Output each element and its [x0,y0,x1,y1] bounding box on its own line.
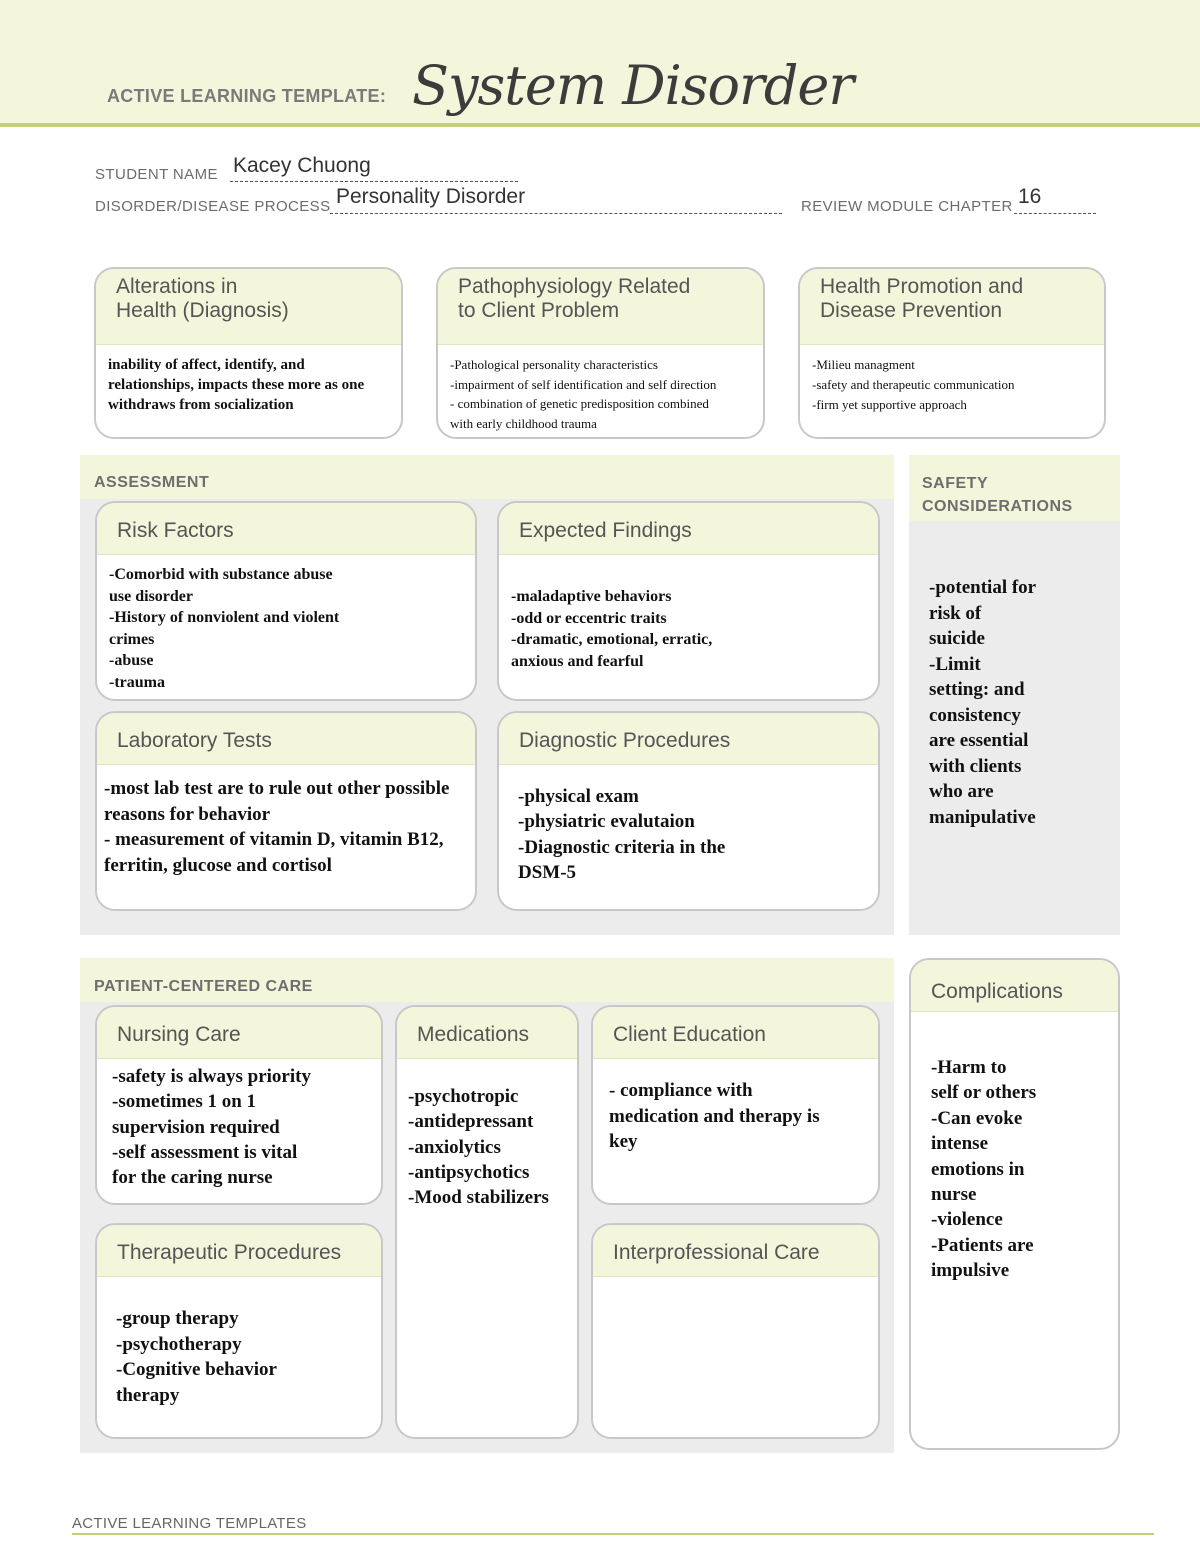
medications-box [395,1005,579,1439]
disorder-label: DISORDER/DISEASE PROCESS [95,198,331,215]
alterations-text[interactable]: inability of affect, identify, and relationships, impacts these more as one withdraws from socialization [108,357,365,413]
chapter-label: REVIEW MODULE CHAPTER [801,198,1013,215]
laboratory-tests-title: Laboratory Tests [97,713,475,765]
expected-findings-title: Expected Findings [499,503,878,555]
chapter-field[interactable]: 16 [1018,185,1042,208]
footer-text: ACTIVE LEARNING TEMPLATES [72,1515,307,1532]
footer-divider [72,1533,1154,1535]
interprofessional-care-title: Interprofessional Care [593,1225,878,1277]
complications-box [909,958,1120,1450]
pathophysiology-title: Pathophysiology Related to Client Problem [438,269,763,345]
complications-title: Complications [911,960,1118,1012]
safety-title: SAFETY CONSIDERATIONS [922,475,1073,515]
chapter-underline [1014,213,1096,214]
therapeutic-procedures-text[interactable]: -group therapy -psychotherapy -Cognitive behavior therapy [116,1308,277,1406]
laboratory-tests-box [95,711,477,911]
nursing-care-box [95,1005,383,1205]
diagnostic-procedures-box [497,711,880,911]
client-education-title: Client Education [593,1007,878,1059]
medications-text[interactable]: -psychotropic -antidepressant -anxiolytics -antipsychotics -Mood stabilizers [408,1086,549,1209]
assessment-title: ASSESSMENT [94,474,210,491]
health-promotion-title: Health Promotion and Disease Prevention [800,269,1104,345]
header-divider [0,123,1200,127]
student-name-label: STUDENT NAME [95,166,218,183]
nursing-care-title: Nursing Care [97,1007,381,1059]
risk-factors-text[interactable]: -Comorbid with substance abuse use disorder -History of nonviolent and violent crimes -abuse -trauma [109,566,340,691]
alterations-title: Alterations in Health (Diagnosis) [96,269,401,345]
risk-factors-box [95,501,477,701]
health-promotion-text[interactable]: -Milieu managment -safety and therapeutic communication -firm yet supportive approach [812,357,1015,412]
student-name-underline [230,181,518,182]
interprofessional-care-box [591,1223,880,1439]
therapeutic-procedures-box [95,1223,383,1439]
complications-text[interactable]: -Harm to self or others -Can evoke intense emotions in nurse -violence -Patients are impulsive [931,1057,1037,1282]
medications-title: Medications [397,1007,577,1059]
patient-care-title: PATIENT-CENTERED CARE [94,978,313,995]
client-education-text[interactable]: - compliance with medication and therapy is key [609,1080,820,1152]
diagnostic-procedures-text[interactable]: -physical exam -physiatric evalutaion -Diagnostic criteria in the DSM-5 [518,786,726,883]
diagnostic-procedures-title: Diagnostic Procedures [499,713,878,765]
expected-findings-box [497,501,880,701]
health-promotion-box [798,267,1106,439]
expected-findings-text[interactable]: -maladaptive behaviors -odd or eccentric traits -dramatic, emotional, erratic, anxious and fearful [511,588,713,670]
pathophysiology-box [436,267,765,439]
alterations-box [94,267,403,439]
disorder-underline [330,213,782,214]
pathophysiology-text[interactable]: -Pathological personality characteristics -impairment of self identification and self direction - combination of genetic predisposition combined with early childhood trauma [450,357,717,431]
disorder-field[interactable]: Personality Disorder [336,185,526,208]
interprofessional-care-text[interactable] [593,1277,878,1287]
client-education-box [591,1005,880,1205]
template-prefix: ACTIVE LEARNING TEMPLATE: [107,86,387,106]
risk-factors-title: Risk Factors [97,503,475,555]
nursing-care-text[interactable]: -safety is always priority -sometimes 1 on 1 supervision required -self assessment is vital for the caring nurse [112,1066,311,1189]
laboratory-tests-text[interactable]: -most lab test are to rule out other possible reasons for behavior - measurement of vitamin D, vitamin B12, ferritin, glucose and cortisol [104,778,450,876]
safety-text[interactable]: -potential for risk of suicide -Limit setting: and consistency are essential with clients who are manipulative [929,577,1037,828]
student-name-field[interactable]: Kacey Chuong [233,154,371,177]
therapeutic-procedures-title: Therapeutic Procedures [97,1225,381,1277]
template-title: System Disorder [412,54,854,117]
